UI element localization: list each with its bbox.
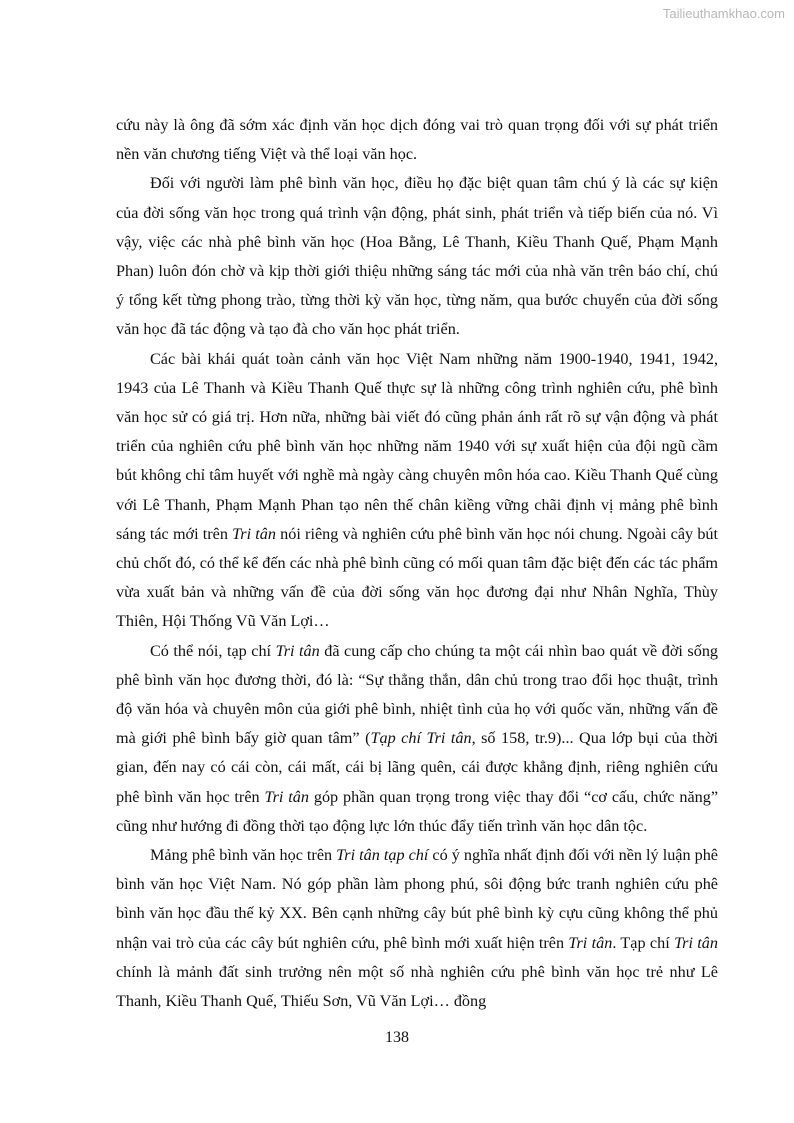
paragraph-text: nói riêng và nghiên cứu phê bình văn học nói chung. Ngoài cây bút chủ chốt đó, có thể kể đến các nhà phê bình cũng có mối quan tâm đặc biệt đến các tác phẩm vừa xuất bản và những vấn đề của đời sống văn học đương đại như Nhân Nghĩa, Thùy Thiên, Hội Thống Vũ Văn Lợi… [116, 524, 719, 631]
body-paragraph [116, 345, 718, 637]
paragraph-text: Mảng phê bình văn học trên [150, 846, 337, 865]
paragraph-text: đã cung cấp cho chúng ta một cái nhìn bao quát về đời sống phê bình văn học đương thời, đó là: “Sự thẳng thắn, dân chủ trong trao đổi học thuật, trình độ văn hóa và chuyên môn của giới phê bình, nhiệt tình của họ với quốc văn, những vấn đề mà giới phê bình bấy giờ quan tâm” ( [116, 641, 719, 748]
page-body [116, 111, 718, 1016]
italic-title-text: Tri tân [568, 933, 613, 952]
paragraph-text: góp phần quan trọng trong việc thay đổi “cơ cấu, chức năng” cũng như hướng đi đồng thời tạo động lực lớn thúc đẩy tiến trình văn học dân tộc. [116, 787, 719, 835]
paragraph-text: Các bài khái quát toàn cảnh văn học Việt Nam những năm 1900-1940, 1941, 1942, 1943 của Lê Thanh và Kiều Thanh Quế thực sự là những công trình nghiên cứu, phê bình văn học sử có giá trị. Hơn nữa, những bài viết đó cũng phản ánh rất rõ sự vận động và phát triển của nghiên cứu phê bình văn học những năm 1940 với sự xuất hiện của đội ngũ cầm bút không chỉ tâm huyết với nghề mà ngày càng chuyên môn hóa cao. Kiều Thanh Quế cùng với Lê Thanh, Phạm Mạnh Phan tạo nên thế chân kiềng vững chãi định vị mảng phê bình sáng tác mới trên [116, 349, 718, 543]
body-paragraph [116, 169, 718, 344]
body-paragraph [116, 637, 718, 841]
page-number: 138 [385, 1029, 409, 1046]
paragraph-text: . Tạp chí [612, 933, 675, 952]
italic-title-text: Tri tân [674, 933, 718, 952]
italic-title-text: Tri tân [275, 641, 320, 660]
paragraph-text: Đối với người làm phê bình văn học, điều họ đặc biệt quan tâm chú ý là các sự kiện của đời sống văn học trong quá trình vận động, phát sinh, phát triển và tiếp biến của nó. Vì vậy, việc các nhà phê bình văn học (Hoa Bằng, Lê Thanh, Kiều Thanh Quế, Phạm Mạnh Phan) luôn đón chờ và kịp thời giới thiệu những sáng tác mới của nhà văn trên báo chí, chú ý tổng kết từng phong trào, từng thời kỳ văn học, từng năm, qua bước chuyển của đời sống văn học đã tác động và tạo đà cho văn học phát triển. [116, 174, 718, 339]
paragraph-text: có ý nghĩa nhất định đối với nền lý luận phê bình văn học Việt Nam. Nó góp phần làm phong phú, sôi động bức tranh nghiên cứu phê bình văn học đầu thế kỷ XX. Bên cạnh những cây bút phê bình kỳ cựu cũng không thể phủ nhận vai trò của các cây bút nghiên cứu, phê bình mới xuất hiện trên [116, 846, 718, 952]
watermark: Tailieuthamkhao.com [662, 6, 785, 21]
italic-title-text: Tri tân tạp chí [336, 846, 429, 865]
paragraph-text: chính là mảnh đất sinh trưởng nên một số nhà nghiên cứu phê bình văn học trẻ như Lê Thanh, Kiều Thanh Quế, Thiếu Sơn, Vũ Văn Lợi… đồng [116, 962, 718, 1011]
paragraph-text: cứu này là ông đã sớm xác định văn học dịch đóng vai trò quan trọng đối với sự phát triển nền văn chương tiếng Việt và thể loại văn học. [116, 116, 718, 164]
italic-title-text: Tri tân [232, 524, 276, 543]
italic-title-text: Tri tân [264, 787, 309, 806]
paragraph-text: , số 158, tr.9)... Qua lớp bụi của thời gian, đến nay có cái còn, cái mất, cái bị lãng quên, cái được khẳng định, riêng nghiên cứu phê bình văn học trên [116, 729, 718, 806]
body-paragraph [116, 111, 718, 169]
paragraph-text: Có thể nói, tạp chí [150, 641, 276, 660]
italic-title-text: Tạp chí Tri tân [370, 729, 472, 748]
body-paragraph [116, 841, 718, 1016]
